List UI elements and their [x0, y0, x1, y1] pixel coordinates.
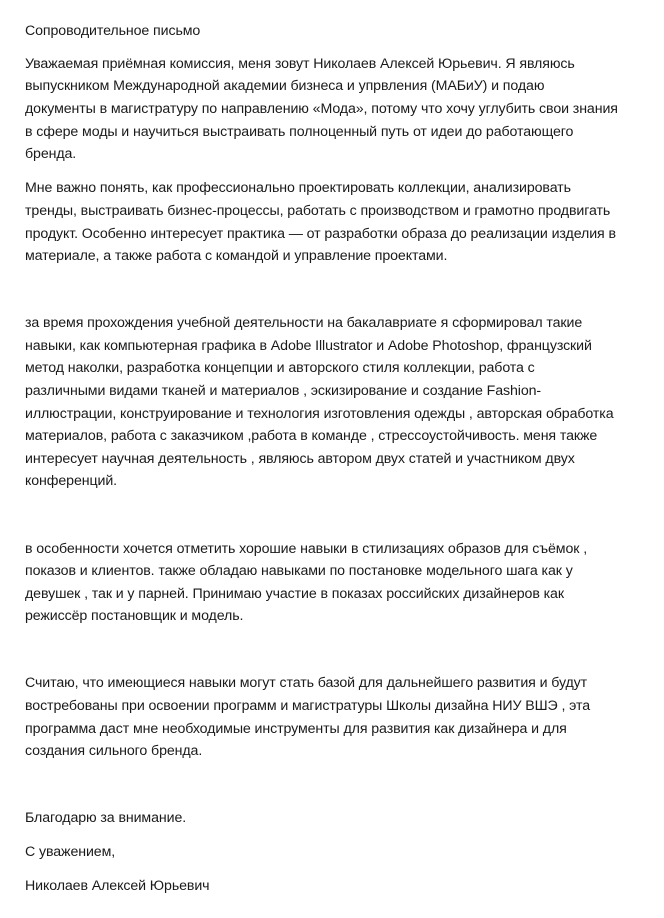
- text-line: выпускником Международной академии бизнеса и упрвления (МАБиУ) и подаю: [25, 78, 545, 94]
- text-line: в особенности хочется отметить хорошие навыки в стилизациях образов для съёмок ,: [25, 541, 588, 557]
- text-line: документы в магистратуру по направлению «Мода», потому что хочу углубить свои знания: [25, 101, 618, 117]
- thanks-line: Благодарю за внимание.: [25, 810, 187, 826]
- text-line: востребованы при освоении программ и магистратуры Школы дизайна НИУ ВШЭ , эта: [25, 698, 591, 714]
- text-line: бренда.: [25, 146, 77, 162]
- text-line: иллюстрации, конструирование и технология изготовления одежды , авторская обработка: [25, 406, 614, 422]
- text-line: за время прохождения учебной деятельности на бакалавриате я сформировал такие: [25, 315, 583, 331]
- text-line: метод наколки, разработка концепции и авторского стиля коллекции, работа с: [25, 360, 535, 376]
- text-line: продукт. Особенно интересует практика — от разработки образа до реализации изделия в: [25, 226, 616, 242]
- text-line: тренды, выстраивать бизнес-процессы, работать с производством и грамотно продвигать: [25, 203, 611, 219]
- text-line: интересует научная деятельность , являюсь автором двух статей и участником двух: [25, 451, 575, 467]
- text-line: Мне важно понять, как профессионально проектировать коллекции, анализировать: [25, 180, 571, 196]
- text-line: конференций.: [25, 473, 117, 489]
- text-line: в сфере моды и научиться выстраивать полноценный путь от идеи до работающего: [25, 124, 574, 140]
- text-line: программа даст мне необходимые инструменты для развития как дизайнера и для: [25, 721, 567, 737]
- signature-name: Николаев Алексей Юрьевич: [25, 878, 210, 894]
- letter-title: Сопроводительное письмо: [25, 23, 201, 39]
- text-line: режиссёр постановщик и модель.: [25, 608, 244, 624]
- text-line: показов и клиентов. также обладаю навыками по постановке модельного шага как у: [25, 563, 573, 579]
- text-line: материалов, работа с заказчиком ,работа в команде , стрессоустойчивость. меня также: [25, 428, 598, 444]
- text-line: создания сильного бренда.: [25, 743, 203, 759]
- text-line: Уважаемая приёмная комиссия, меня зовут Николаев Алексей Юрьевич. Я являюсь: [25, 56, 575, 72]
- text-line: Считаю, что имеющиеся навыки могут стать базой для дальнейшего развития и будут: [25, 675, 588, 691]
- text-line: навыки, как компьютерная графика в Adobe Illustrator и Adobe Photoshop, французский: [25, 338, 592, 354]
- text-line: материале, а также работа с командой и управление проектами.: [25, 248, 448, 264]
- text-line: различными видами тканей и материалов , эскизирование и создание Fashion-: [25, 383, 542, 399]
- regards-line: С уважением,: [25, 844, 116, 860]
- text-line: девушек , так и у парней. Принимаю участие в показах российских дизайнеров как: [25, 586, 564, 602]
